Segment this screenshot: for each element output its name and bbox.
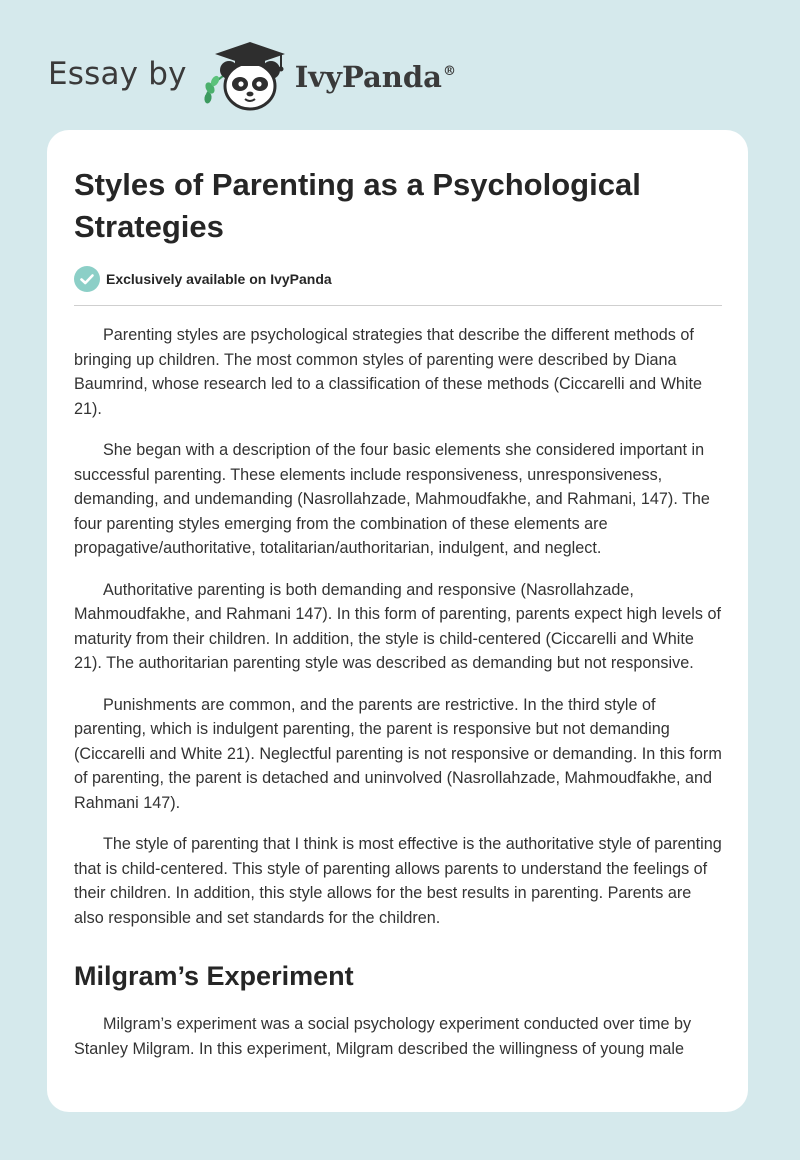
page-title: Styles of Parenting as a Psychological Strategies <box>74 167 641 244</box>
paragraph: Authoritative parenting is both demanding and responsive (Nasrollahzade, Mahmoudfakhe, and Rahmani 147). In this form of parenting, parents expect high levels of maturity from their children. In addition, the style is child-centered (Ciccarelli and White 21). The authoritarian parenting style was described as demanding but not responsive. <box>74 580 721 672</box>
brand-prefix: Essay by <box>48 55 187 92</box>
divider <box>74 305 722 306</box>
site-header-brand[interactable] <box>48 36 456 112</box>
registered-mark: ® <box>442 63 456 79</box>
paragraph: Punishments are common, and the parents are restrictive. In the third style of parenting, which is indulgent parenting, the parent is responsive but not demanding (Ciccarelli and White 21). Neglectful parenting is not responsive or demanding. In this form of parenting, the parent is detached and uninvolved (Nasrollahzade, Mahmoudfakhe, and Rahmani 147). <box>74 695 722 812</box>
check-circle-icon <box>74 266 100 292</box>
paragraph: She began with a description of the four basic elements she considered important in successful parenting. These elements include responsiveness, unresponsiveness, demanding, and undemanding (Nasrollahzade, Mahmoudfakhe, and Rahmani, 147). The four parenting styles emerging from the combination of these elements are propagative/authoritative, totalitarian/authoritarian, indulgent, and neglect. <box>74 441 710 557</box>
brand-name: IvyPanda® <box>294 59 456 94</box>
exclusive-badge <box>74 264 722 294</box>
panda-graduate-logo-icon <box>201 36 293 112</box>
section-heading: Milgram’s Experiment <box>74 961 354 991</box>
exclusive-badge-text: Exclusively available on IvyPanda <box>106 271 332 287</box>
paragraph: Milgram’s experiment was a social psychology experiment conducted over time by Stanley Milgram. In this experiment, Milgram described the willingness of young male <box>74 1015 692 1058</box>
paragraph: The style of parenting that I think is most effective is the authoritative style of parenting that is child-centered. This style of parenting allows parents to understand the feelings of their children. In addition, this style allows for the best results in parenting. Parents are also responsible and set standards for the children. <box>74 835 722 927</box>
essay-card <box>47 130 748 1112</box>
paragraph: Parenting styles are psychological strategies that describe the different methods of bringing up children. The most common styles of parenting were described by Diana Baumrind, whose research led to a classification of these methods (Ciccarelli and White 21). <box>74 326 703 418</box>
